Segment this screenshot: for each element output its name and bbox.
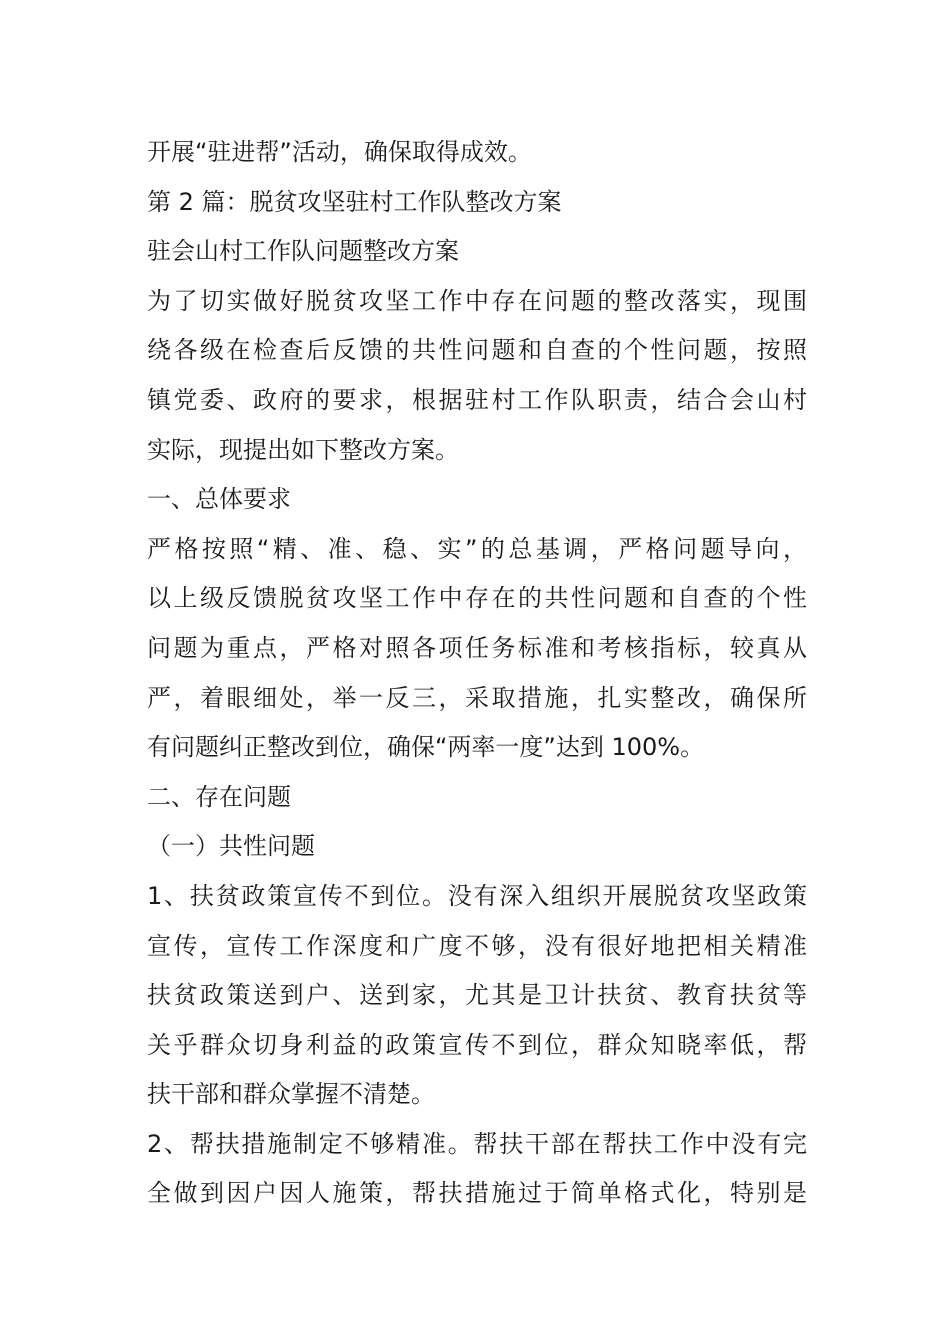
text-line: 2、帮扶措施制定不够精准。帮扶干部在帮扶工作中没有完 — [147, 1129, 807, 1158]
subsection-heading: （一）共性问题 — [147, 832, 315, 861]
text-line: 全做到因户因人施策，帮扶措施过于简单格式化，特别是 — [147, 1179, 807, 1208]
text-line: 严格按照“精、准、稳、实”的总基调，严格问题导向， — [147, 534, 807, 563]
document-body — [147, 128, 807, 1219]
text-line: 宣传，宣传工作深度和广度不够，没有很好地把相关精准 — [147, 931, 807, 960]
text-line: 为了切实做好脱贫攻坚工作中存在问题的整改落实，现围 — [147, 286, 807, 315]
text-line: 有问题纠正整改到位，确保“两率一度”达到 100%。 — [147, 733, 705, 762]
text-line: 以上级反馈脱贫攻坚工作中存在的共性问题和自查的个性 — [147, 584, 807, 613]
text-line: 扶干部和群众掌握不清楚。 — [147, 1080, 435, 1109]
text-line: 实际，现提出如下整改方案。 — [147, 435, 459, 464]
section-title: 第 2 篇：脱贫攻坚驻村工作队整改方案 — [147, 187, 562, 216]
text-line: 问题为重点，严格对照各项任务标准和考核指标，较真从 — [147, 633, 807, 662]
text-line: 严，着眼细处，举一反三，采取措施，扎实整改，确保所 — [147, 683, 807, 712]
text-line: 关乎群众切身利益的政策宣传不到位，群众知晓率低，帮 — [147, 1030, 807, 1059]
text-line: 1、扶贫政策宣传不到位。没有深入组织开展脱贫攻坚政策 — [147, 881, 807, 910]
section-heading: 一、总体要求 — [147, 485, 291, 514]
section-heading: 二、存在问题 — [147, 782, 291, 811]
document-title: 驻会山村工作队问题整改方案 — [147, 237, 459, 266]
text-line: 开展“驻进帮”活动，确保取得成效。 — [147, 138, 532, 166]
text-line: 绕各级在检查后反馈的共性问题和自查的个性问题，按照 — [147, 336, 807, 365]
text-line: 镇党委、政府的要求，根据驻村工作队职责，结合会山村 — [147, 385, 807, 414]
text-line: 扶贫政策送到户、送到家，尤其是卫计扶贫、教育扶贫等 — [147, 981, 807, 1010]
